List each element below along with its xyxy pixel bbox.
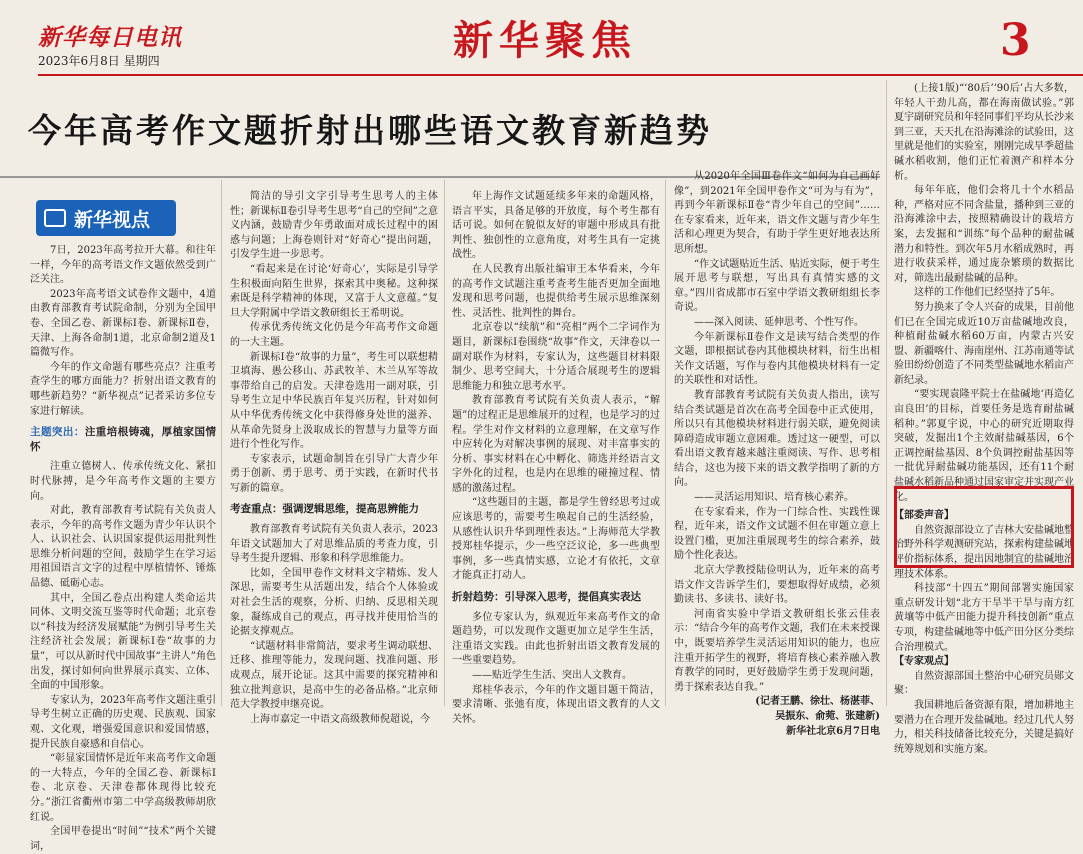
masthead-rule (38, 74, 1083, 76)
paragraph: “作文试题贴近生活、贴近实际，便于考生展开思考与联想，写出具有真情实感的文章。”四川省成都市石室中学语文教研组组长李奇说。 (674, 258, 880, 314)
paragraph: 河南省实验中学语文教研组长张云佳表示：“结合今年的高考作文题，我们在未来授课中，既要培养学生灵活运用知识的能力，也应注重开拓学生的视野，将培育核心素养融入教育教学的同时，更好鼓励学生勇于发现问题，勇于探索表达自我。” (674, 608, 880, 693)
paragraph: 2023年高考语文试卷作文题中，4道由教育部教育考试院命制，分别为全国甲卷、全国乙卷、新课标Ⅰ卷、新课标Ⅱ卷，天津、上海各命制1道，北京命制2道及1篇微写作。 (30, 288, 216, 359)
subheading-key: 考查重点： (230, 503, 283, 516)
paragraph: 这样的工作他们已经坚持了5年。 (914, 287, 1061, 299)
paragraph: (上接1版)“‘80后’‘90后’占大多数，年轻人干劲儿高，都在海南做试验。”郭夏宇副研究员和年轻同事们平均从长沙来到三亚，天天扎在沿海滩涂的试验田，这里就是他们的实验室，刚刚完成早季超盐碱水稻收割，他们正忙着测产和样本分析。 (894, 83, 1074, 182)
paragraph: 我国耕地后备资源有限，增加耕地主要潜力在合理开发盐碱地。经过几代人努力，相关科技储备比较充分，关键是搞好统筹规划和实施方案。 (894, 699, 1074, 755)
paragraph: 简洁的导引文字引导考生思考人的主体性；新课标Ⅱ卷引导考生思考“自己的空间”之意义内涵，鼓励青少年勇敢面对成长过程中的困惑与问题；上海卷则针对“好奇心”提出问题，引发学生进一步思考。 (230, 191, 438, 261)
paragraph: 北京卷以“续航”和“亮相”两个二字词作为题目，新课标Ⅰ卷围绕“故事”作文，天津卷以一副对联作为材料，专家认为，这些题目材料限制少、思考空间大，十分适合展现考生的逻辑思维能力和独立思考水平。 (452, 322, 660, 392)
box-heading: 【专家观点】 (894, 656, 954, 668)
paragraph: 科技部“十四五”期间部署实施国家重点研发计划“北方干旱半干旱与南方红黄壤等中低产田能力提升科技创新”重点专项，构建盐碱地等中低产田分区分类综合治理模式。 (894, 583, 1074, 653)
column-rule (886, 80, 887, 706)
paragraph: “看起来是在讨论‘好奇心’，实际是引导学生积极面向陌生世界，探索其中奥秘。这种探索既是科学精神的体现，又富于人文意蕴。”复旦大学附属中学语文教研组长王希明说。 (230, 263, 438, 319)
paragraph: 传承优秀传统文化仍是今年高考作文命题的一大主题。 (230, 322, 438, 348)
byline (674, 695, 880, 739)
section-subheading (230, 502, 438, 517)
section-subheading (30, 425, 216, 454)
paragraph: 自然资源部设立了吉林大安盐碱地整治野外科学观测研究站，探索构建盐碱地评价指标体系，提出因地制宜的盐碱地治理技术体系。 (894, 524, 1074, 580)
paragraph: 郑桂华表示，今年的作文题目题干简洁，要求清晰、张弛有度，体现出语文教育的人文关怀。 (452, 684, 660, 725)
paragraph: 教育部教育考试院有关负责人表示，“解题”的过程正是思维展开的过程，也是学习的过程。学生对作文材料的立意理解，在文章写作中应转化为对解决事例的展现、对丰富事实的分析、事实材料在心中孵化、筛选并经语言文字外化的过程，也是内在思维的碰撞过程、情感的激荡过程。 (452, 395, 660, 494)
subheading-text: 注重培根铸魂，厚植家国情怀 (30, 426, 216, 453)
paragraph: 多位专家认为，纵观近年来高考作文的命题趋势，可以发现作文题更加立足学生生活，注重语文实践。由此也折射出语文教育发展的一些重要趋势。 (452, 611, 660, 667)
paragraph: 教育部教育考试院有关负责人指出，读写结合类试题是首次在高考全国卷中正式使用，所以只有其他模块材料进行弱关联，避免阅读障碍造成审题立意困难。透过这一硬型，可以看出语文教育越来越注重阅读、写作、思考相结合，这也为接下来的语文教学指明了新的方向。 (674, 389, 880, 489)
section-title: 新华聚焦 (453, 17, 637, 64)
paragraph: 7日，2023年高考拉开大幕。和往年一样，今年的高考语文作文题依然受到广泛关注。 (30, 245, 216, 286)
subheading-text: 强调逻辑思维，提高思辨能力 (282, 503, 419, 516)
paragraph: 年上海作文试题延续多年来的命题风格，语言平实，具备足够的开放度，每个考生都有话可说。如何在貌似友好的审题中形成具有批判性、独创性的立意角度，对考生具有一定挑战性。 (452, 191, 660, 261)
headline: 今年高考作文题折射出哪些语文教育新趋势 (28, 111, 712, 150)
masthead-left (38, 26, 298, 69)
byline-line: 吴振东、俞菀、张建新) (775, 710, 880, 722)
paragraph: “试题材料非常简洁，要求考生调动联想、迁移、推理等能力，发现问题、找准问题、形成观点，展开论证。这其中需要的探究精神和独立批判意识，是高中生的必备品格。”北京师范大学教授申继亮说。 (230, 640, 438, 711)
subheading-key: 主题突出： (30, 426, 85, 439)
paragraph: 今年的作文命题有哪些亮点？注重考查学生的哪方面能力？折射出语文教育的哪些新趋势？“新华视点”记者采访多位专家进行解读。 (30, 361, 216, 417)
paragraph: “这些题目的主题，都是学生曾经思考过或应该思考的，需要考生唤起自己的生活经验，从感性认识升华到理性表达。”上海师范大学教授郑桂华提示，少一些空泛议论，多一些典型事例，多一些真情实感，立论才有依托，文章才能真正打动人。 (452, 497, 660, 582)
paragraph: 自然资源部国土整治中心研究员郧文聚： (894, 670, 1074, 697)
paragraph: 每年年底，他们会将几十个水稻品种，严格对应不同含盐量，播种到三亚的沿海滩涂中去，按照精确设计的栽培方案，去发掘和“训练”每个品种的耐盐碱潜力和特性。到次年5月水稻成熟时，再进行收获采样，通过庞杂繁琐的数据比对，筛选出最耐盐碱的品种。 (894, 185, 1074, 284)
article-column-3 (452, 190, 660, 725)
paragraph: 在专家看来，作为一门综合性、实践性课程，近年来，语文作文试题不但在审题立意上设置门槛，更加注重展现考生的综合素养，鼓励个性化表达。 (674, 506, 880, 562)
section-subheading (452, 590, 660, 605)
masthead-date: 2023年6月8日 星期四 (38, 54, 160, 68)
box-heading: 【部委声音】 (894, 510, 954, 522)
subheading-text: 引导深入思考，提倡真实表达 (504, 591, 641, 604)
masthead-brand: 新华每日电讯 (38, 24, 182, 51)
column-rule (444, 180, 445, 706)
paragraph: ——灵活运用知识、培育核心素养。 (694, 492, 854, 504)
page-number: 3 (1000, 15, 1031, 66)
paragraph: 注重立德树人、传承传统文化、紧扣时代脉搏，是今年高考作文题的主要方向。 (30, 461, 216, 502)
paragraph: ——深入阅读、延伸思考、个性写作。 (694, 316, 864, 328)
article-column-4 (674, 170, 880, 737)
paragraph: “要实现袁隆平院士在盐碱地‘再造亿亩良田’的目标，首要任务是选育耐盐碱稻种。”郭夏宇说，中心的研究近期取得突破，发掘出1个主效耐盐碱基因，6个正调控耐盐基因、8个负调控耐盐基因等一批优异耐盐碱功能基因，还有11个耐盐碱水稻新品种通过国家审定并实现产业化。 (894, 389, 1074, 503)
paragraph: 专家认为，2023年高考作文题注重引导考生树立正确的历史观、民族观、国家观、文化观，增强爱国意识和爱国情感，提升民族自豪感和自信心。 (30, 694, 216, 750)
paragraph: ——贴近学生生活、突出人文教育。 (472, 670, 632, 681)
paragraph: 上海市嘉定一中语文高级教师倪超说，今 (250, 713, 430, 725)
column-rule (665, 180, 666, 706)
paragraph: 新课标Ⅰ卷“故事的力量”，考生可以联想精卫填海、愚公移山、苏武牧羊、木兰从军等故事带给自己的启发。天津卷选用一副对联，引导考生立足中华民族百年复兴历程，针对如何从中华优秀传统文化中获得修身处世的滋养、从革命先贤身上汲取成长的智慧与力量等方面进行个性化写作。 (230, 351, 438, 451)
paragraph: 在人民教育出版社编审王本华看来，今年的高考作文试题注重考查考生能否更加全面地发现和思考问题，也提供给考生展示思维深刻性、灵活性、批判性的舞台。 (452, 263, 660, 319)
paragraph: 其中，全国乙卷点出构建人类命运共同体、文明交流互鉴等时代命题；北京卷以“科技为经济发展赋能”为例引导考生关注经济社会发展；新课标Ⅰ卷“故事的力量”，可以从新时代中国故事“主讲人”角色出发，探讨如何向世界展示真实、立体、全面的中国形象。 (30, 592, 216, 692)
paragraph: 对此，教育部教育考试院有关负责人表示，今年的高考作文题为青少年认识个人、认识社会、认识国家提供运用批判性思维分析问题的空间，鼓励学生在学习运用祖国语言文字的过程中厚植情怀、锤炼品德、砥砺心志。 (30, 505, 216, 590)
highlight-box (894, 486, 1074, 568)
paragraph: 北京大学教授陆俭明认为，近年来的高考语文作文告诉学生们，要想取得好成绩，必须勤读书、多读书、读好书。 (674, 565, 880, 606)
screen-icon (44, 209, 66, 227)
article-column-2 (230, 190, 438, 725)
byline-line: (记者王鹏、徐壮、杨湛菲、 (755, 696, 880, 708)
paragraph: “彰显家国情怀是近年来高考作文命题的一大特点，今年的全国乙卷、新课标Ⅰ卷、北京卷、天津卷都体现得比较充分。”浙江省衢州市第二中学高级教师胡欣红说。 (30, 753, 216, 823)
paragraph: 比如，全国甲卷作文材料文字精炼、发人深思，需要考生从活题出发，结合个人体验或对社会生活的观察，分析、归纳、反思相关现象，凝练成自己的观点，再寻找并使用恰当的论据支撑观点。 (230, 567, 438, 638)
xinhua-viewpoint-badge (36, 200, 176, 236)
paragraph: 教育部教育考试院有关负责人表示，2023年语文试题加大了对思维品质的考查力度，引导考生提升逻辑、形象和科学思维能力。 (230, 524, 438, 565)
paragraph: 努力换来了令人兴奋的成果，目前他们已在全国完成近10万亩盐碱地改良，种植耐盐碱水稻60万亩，内蒙古兴安盟、新疆喀什、海南崖州、江苏南通等试验田纷纷创造了不同类型盐碱地水稻亩产新纪录。 (894, 301, 1074, 386)
paragraph: 从2020年全国Ⅲ卷作文“如何为自己画好像”，到2021年全国甲卷作文“可为与有为”，再到今年新课标Ⅱ卷“青少年自己的空间”……在专家看来，近年来，语文作文题与青少年生活和心理更为契合，有助于学生更好地表达所思所想。 (674, 171, 880, 255)
paragraph: 全国甲卷提出“时间”“技术”两个关键词， (30, 826, 216, 852)
paragraph: 专家表示，试题命制旨在引导广大青少年勇于创新、勇于思考、勇于实践，在新时代书写新的篇章。 (230, 453, 438, 494)
paragraph: 今年新课标Ⅱ卷作文是读写结合类型的作文题，即根据试卷内其他模块材料，衍生出相关作文话题，写作与卷内其他模块材料有一定的关联性和对话性。 (674, 331, 880, 387)
subheading-key: 折射趋势： (452, 591, 505, 604)
dateline: 新华社北京6月7日电 (786, 725, 880, 737)
column-rule (221, 180, 222, 706)
article-column-1 (30, 244, 216, 852)
article-column-5 (894, 82, 1074, 755)
badge-label: 新华视点 (74, 208, 151, 231)
